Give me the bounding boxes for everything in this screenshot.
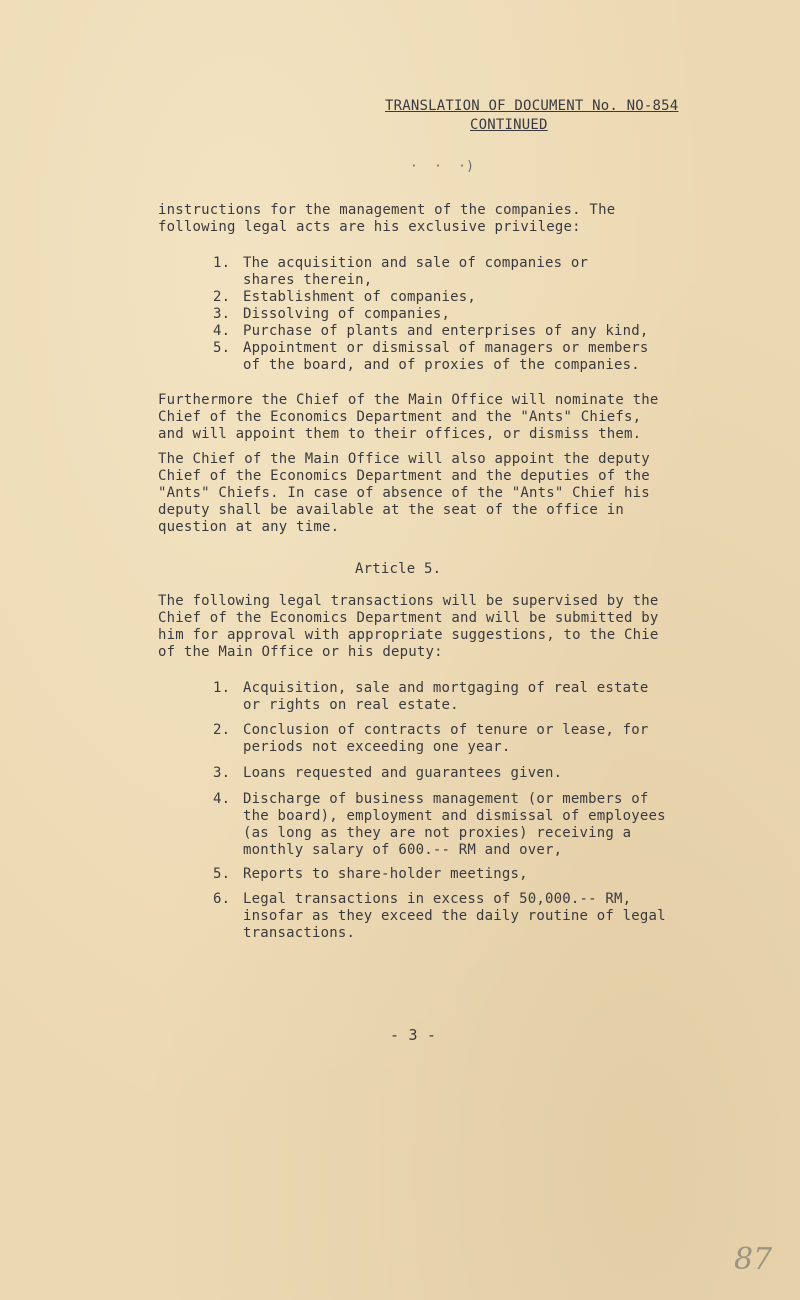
header-fragment: · · ·) — [410, 159, 475, 174]
page-number: - 3 - — [390, 1026, 437, 1044]
article-heading: Article 5. — [355, 561, 442, 577]
list2-item: periods not exceeding one year. — [243, 739, 511, 755]
list1-number: 5. — [213, 340, 231, 356]
paragraph-line: Chief of the Economics Department and the deputies of the — [158, 468, 650, 484]
paragraph-line: Chief of the Economics Department and the "Ants" Chiefs, — [158, 409, 642, 425]
list2-number: 2. — [213, 722, 231, 738]
paragraph-line: Furthermore the Chief of the Main Office will nominate the — [158, 392, 659, 408]
list1-item: Dissolving of companies, — [243, 306, 451, 322]
list2-item: the board), employment and dismissal of employees — [243, 808, 666, 824]
list2-item: transactions. — [243, 925, 356, 941]
list1-item: of the board, and of proxies of the companies. — [243, 357, 640, 373]
document-subtitle: CONTINUED — [470, 117, 548, 133]
document-title: TRANSLATION OF DOCUMENT No. NO-854 — [385, 98, 679, 114]
list1-item: shares therein, — [243, 272, 373, 288]
intro-line: following legal acts are his exclusive privilege: — [158, 219, 581, 235]
list2-item: insofar as they exceed the daily routine of legal — [243, 908, 666, 924]
paragraph-line: The Chief of the Main Office will also appoint the deputy — [158, 451, 650, 467]
list1-item: Establishment of companies, — [243, 289, 476, 305]
list2-item: monthly salary of 600.-- RM and over, — [243, 842, 563, 858]
list2-item: Reports to share-holder meetings, — [243, 866, 528, 882]
list2-item: (as long as they are not proxies) receiving a — [243, 825, 632, 841]
list2-number: 5. — [213, 866, 231, 882]
list1-item: The acquisition and sale of companies or — [243, 255, 589, 271]
paragraph-line: him for approval with appropriate suggestions, to the Chie — [158, 627, 659, 643]
list2-item: Loans requested and guarantees given. — [243, 765, 563, 781]
list1-number: 2. — [213, 289, 231, 305]
paragraph-line: Chief of the Economics Department and will be submitted by — [158, 610, 659, 626]
list2-number: 6. — [213, 891, 231, 907]
list2-item: or rights on real estate. — [243, 697, 459, 713]
list1-item: Appointment or dismissal of managers or members — [243, 340, 649, 356]
list1-number: 3. — [213, 306, 231, 322]
paragraph-line: "Ants" Chiefs. In case of absence of the "Ants" Chief his — [158, 485, 650, 501]
list2-item: Conclusion of contracts of tenure or lease, for — [243, 722, 649, 738]
paragraph-line: The following legal transactions will be supervised by the — [158, 593, 659, 609]
list1-number: 1. — [213, 255, 231, 271]
list1-number: 4. — [213, 323, 231, 339]
paragraph-line: of the Main Office or his deputy: — [158, 644, 443, 660]
list2-number: 1. — [213, 680, 231, 696]
list2-item: Legal transactions in excess of 50,000.-- RM, — [243, 891, 632, 907]
paragraph-line: question at any time. — [158, 519, 340, 535]
list1-item: Purchase of plants and enterprises of any kind, — [243, 323, 649, 339]
list2-item: Acquisition, sale and mortgaging of real estate — [243, 680, 649, 696]
intro-line: instructions for the management of the companies. The — [158, 202, 616, 218]
list2-number: 4. — [213, 791, 231, 807]
paragraph-line: deputy shall be available at the seat of the office in — [158, 502, 624, 518]
handwritten-page-number: 87 — [734, 1242, 773, 1277]
list2-item: Discharge of business management (or members of — [243, 791, 649, 807]
list2-number: 3. — [213, 765, 231, 781]
paragraph-line: and will appoint them to their offices, or dismiss them. — [158, 426, 642, 442]
